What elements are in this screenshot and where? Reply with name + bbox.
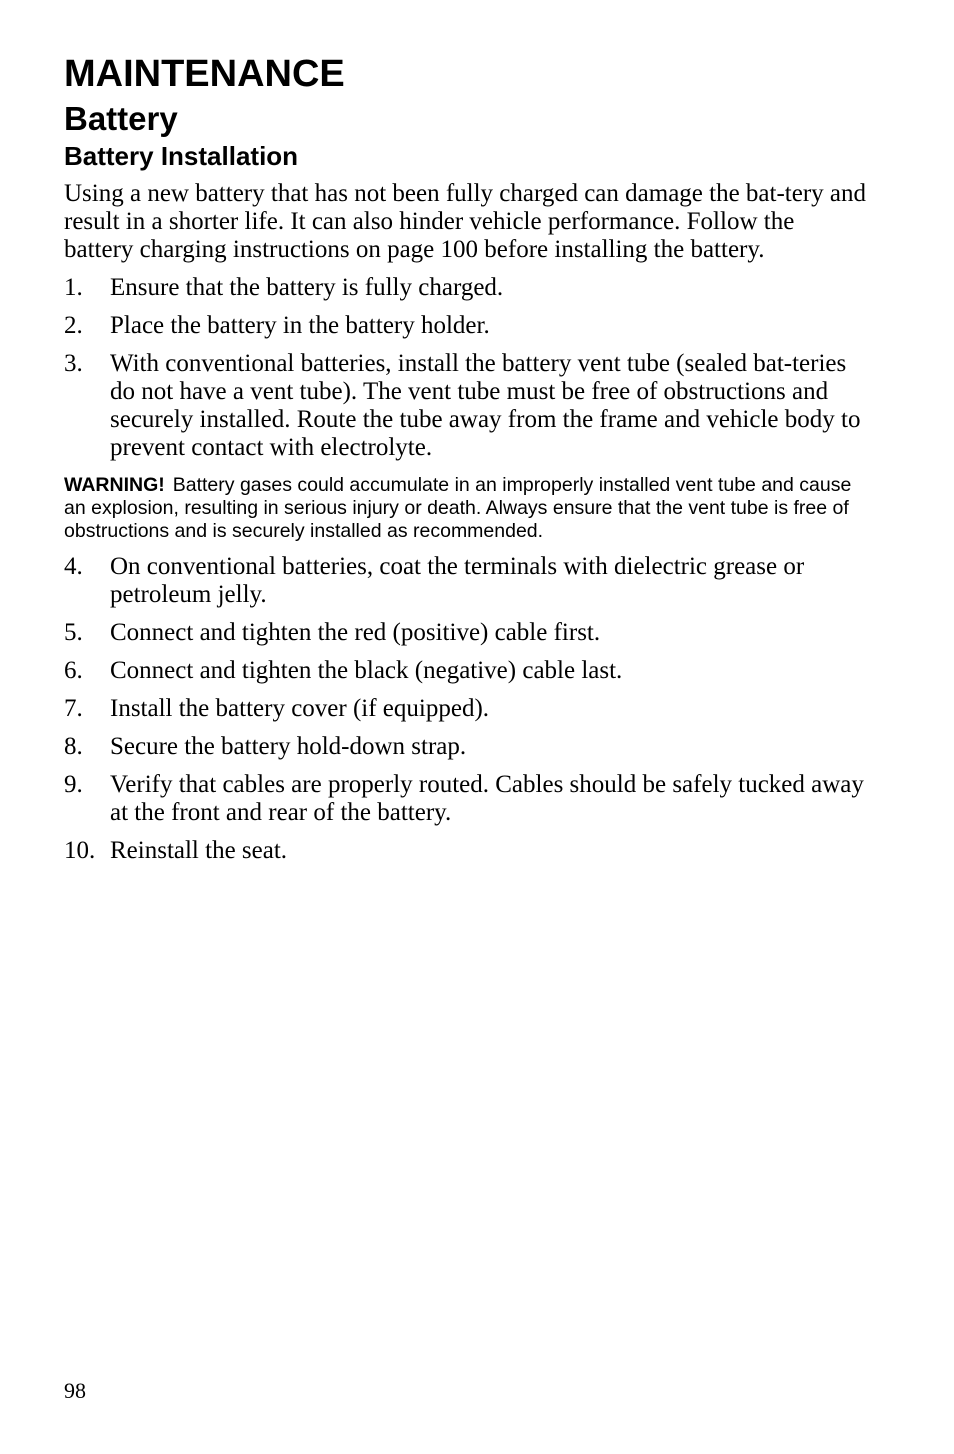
list-item xyxy=(64,619,869,647)
steps-list-a xyxy=(64,274,869,462)
steps-list-b xyxy=(64,553,869,865)
step-text: On conventional batteries, coat the terminals with dielectric grease or petroleum jelly. xyxy=(110,553,805,608)
list-item xyxy=(64,553,869,609)
page-content xyxy=(64,52,869,865)
subsection-title: Battery xyxy=(64,100,178,137)
section-title: MAINTENANCE xyxy=(64,53,345,95)
intro-paragraph: Using a new battery that has not been fully charged can damage the bat-tery and result in a shorter life. It can also hinder vehicle performance. Follow the battery charging instructions on page 100 before installing the battery. xyxy=(64,180,867,263)
step-text: Connect and tighten the red (positive) cable first. xyxy=(110,619,601,646)
step-text: Install the battery cover (if equipped). xyxy=(110,695,490,722)
step-number: 9. xyxy=(64,771,83,798)
list-item xyxy=(64,657,869,685)
page-number: 98 xyxy=(64,1378,86,1403)
step-number: 3. xyxy=(64,350,83,377)
warning-label: WARNING! xyxy=(64,474,165,496)
step-text: Ensure that the battery is fully charged. xyxy=(110,274,504,301)
warning-notice xyxy=(64,474,869,543)
topic-title: Battery Installation xyxy=(64,141,299,171)
list-item xyxy=(64,312,869,340)
step-number: 7. xyxy=(64,695,83,722)
step-number: 10. xyxy=(64,837,96,864)
list-item xyxy=(64,837,869,865)
step-text: Secure the battery hold-down strap. xyxy=(110,733,467,760)
step-number: 8. xyxy=(64,733,83,760)
step-text: Reinstall the seat. xyxy=(110,837,288,864)
step-number: 4. xyxy=(64,553,83,580)
step-number: 1. xyxy=(64,274,83,301)
step-text: Verify that cables are properly routed. Cables should be safely tucked away at the front and rear of the battery. xyxy=(110,771,864,826)
warning-text: Battery gases could accumulate in an improperly installed vent tube and cause an explosion, resulting in serious injury or death. Always ensure that the vent tube is free of obstructions and is securely installed as recommended. xyxy=(64,474,852,542)
list-item xyxy=(64,733,869,761)
list-item xyxy=(64,695,869,723)
step-text: Connect and tighten the black (negative) cable last. xyxy=(110,657,623,684)
step-text: Place the battery in the battery holder. xyxy=(110,312,490,339)
list-item xyxy=(64,771,869,827)
step-number: 5. xyxy=(64,619,83,646)
list-item xyxy=(64,350,869,462)
list-item xyxy=(64,274,869,302)
step-number: 6. xyxy=(64,657,83,684)
step-text: With conventional batteries, install the battery vent tube (sealed bat-teries do not have a vent tube). The vent tube must be free of obstructions and securely installed. Route the tube away from the frame and vehicle body to prevent contact with electrolyte. xyxy=(110,350,861,461)
step-number: 2. xyxy=(64,312,83,339)
